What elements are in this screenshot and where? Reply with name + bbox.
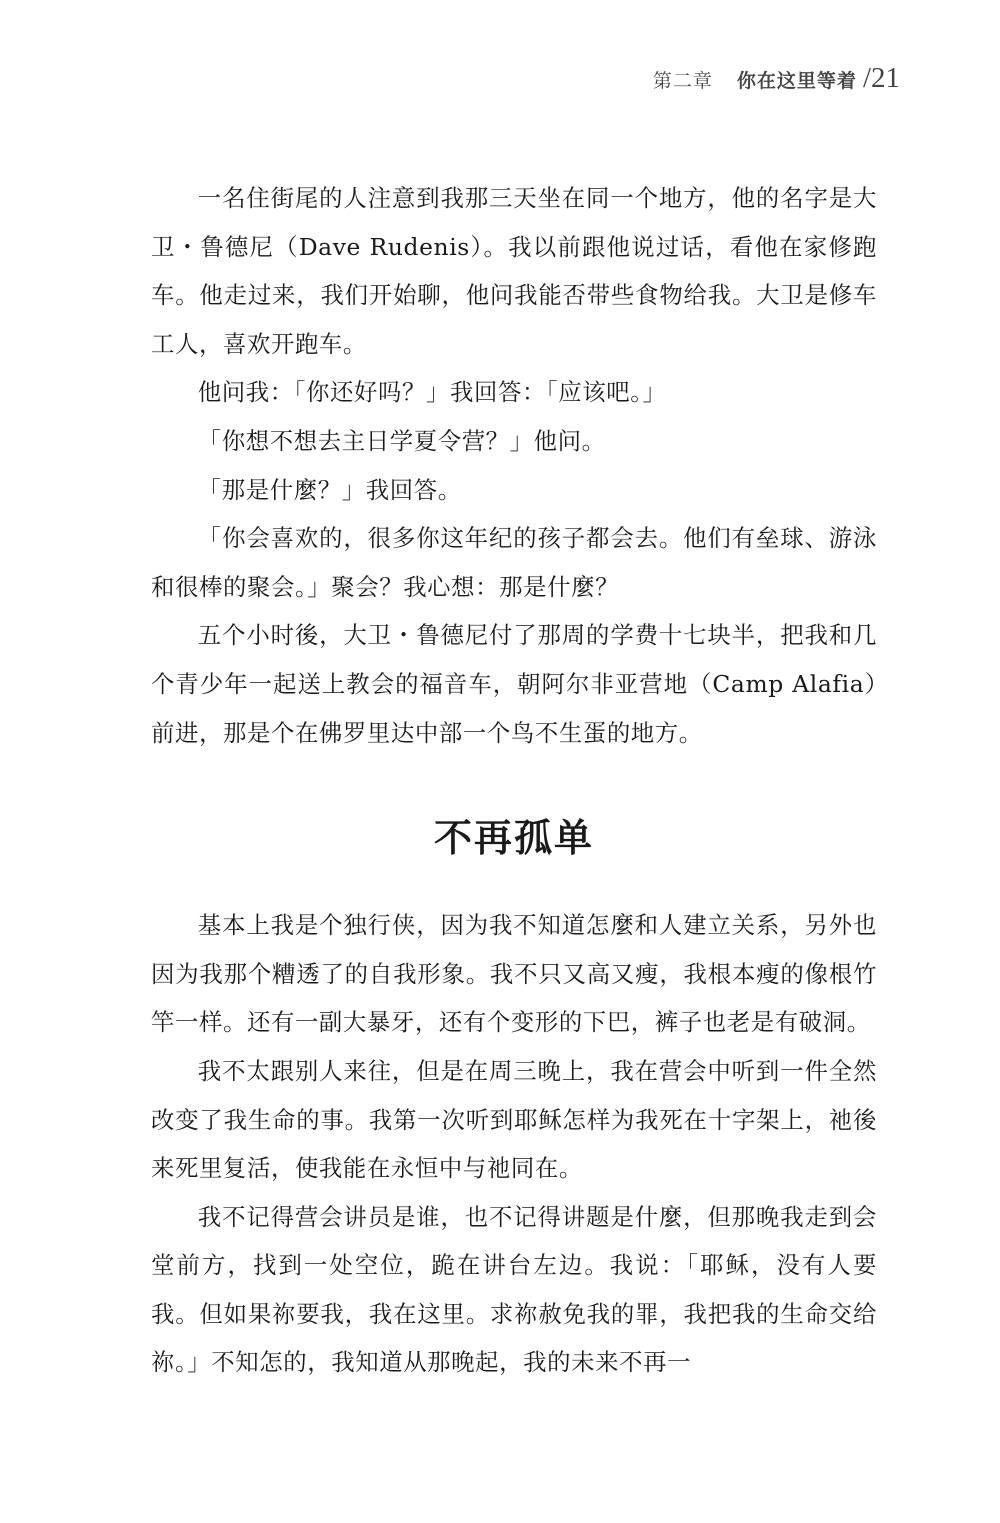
page-body: [151, 174, 877, 1387]
paragraph: 「那是什麼？」我回答。: [197, 475, 462, 504]
paragraph: 基本上我是个独行侠，因为我不知道怎麼和人建立关系，另外也因为我那个糟透了的自我形象。我不只又高又瘦，我根本瘦的像根竹竿一样。还有一副大暴牙，还有个变形的下巴，裤子也老是有破洞。: [151, 911, 877, 1037]
paragraph: 我不太跟别人来往，但是在周三晚上，我在营会中听到一件全然改变了我生命的事。我第一次听到耶稣怎样为我死在十字架上，祂後来死里复活，使我能在永恒中与祂同在。: [151, 1056, 877, 1183]
paragraph: 「你会喜欢的，很多你这年纪的孩子都会去。他们有垒球、游泳和很棒的聚会。」聚会？我心想：那是什麼？: [151, 524, 877, 601]
chapter-title: 你在这里等着: [736, 70, 857, 92]
running-header: [653, 62, 900, 95]
paragraph: 五个小时後，大卫・鲁德尼付了那周的学费十七块半，把我和几个青少年一起送上教会的福音车，朝阿尔非亚营地（Camp Alafia）前进，那是个在佛罗里达中部一个鸟不生蛋的地方。: [151, 621, 877, 747]
paragraph: 一名住街尾的人注意到我那三天坐在同一个地方，他的名字是大卫・鲁德尼（Dave Rudenis）。我以前跟他说过话，看他在家修跑车。他走过来，我们开始聊，他问我能否带些食物给我。大卫是修车工人，喜欢开跑车。: [151, 184, 877, 358]
paragraph: 「你想不想去主日学夏令营？」他问。: [197, 426, 606, 455]
paragraph: 他问我：「你还好吗？」我回答：「应该吧。」: [197, 378, 667, 407]
section-heading: 不再孤单: [433, 815, 594, 861]
paragraph: 我不记得营会讲员是谁，也不记得讲题是什麼，但那晚我走到会堂前方，找到一处空位，跪在讲台左边。我说：「耶稣，没有人要我。但如果祢要我，我在这里。求祢赦免我的罪，我把我的生命交给祢。」不知怎的，我知道从那晚起，我的未来不再一: [151, 1202, 877, 1377]
chapter-label: 第二章: [652, 70, 713, 92]
page-number: /21: [862, 62, 900, 94]
